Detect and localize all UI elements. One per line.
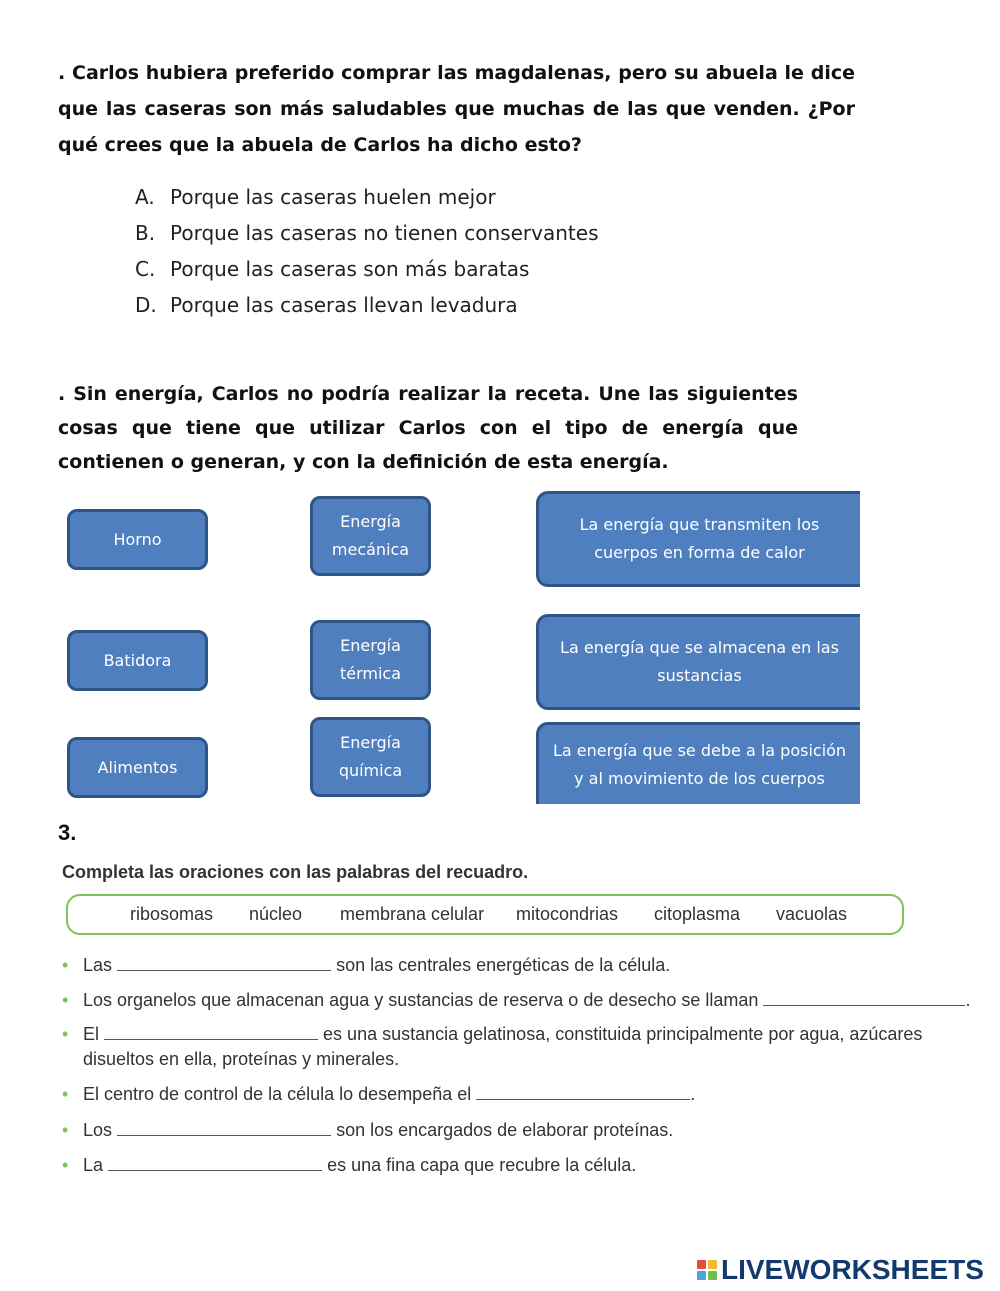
word-citoplasma: citoplasma <box>654 904 741 924</box>
blank-4[interactable] <box>476 1081 690 1100</box>
option-d[interactable]: D. Porque las caseras llevan levadura <box>135 293 518 317</box>
item-box-horno[interactable]: Horno <box>67 509 208 570</box>
bullet: • <box>62 1120 69 1140</box>
blank-5[interactable] <box>117 1117 331 1136</box>
blank-3[interactable] <box>104 1021 318 1040</box>
blank-1[interactable] <box>117 952 331 971</box>
word-membrana-celular: membrana celular <box>340 904 485 924</box>
energy-box-quimica[interactable]: Energía química <box>310 717 431 797</box>
item-box-alimentos[interactable]: Alimentos <box>67 737 208 798</box>
logo-text: LIVEWORKSHEETS <box>721 1254 984 1285</box>
bullet: • <box>62 955 69 975</box>
item-box-batidora[interactable]: Batidora <box>67 630 208 691</box>
bullet: • <box>62 1084 69 1104</box>
option-c[interactable]: C. Porque las caseras son más baratas <box>135 257 530 281</box>
bullet: • <box>62 1024 69 1044</box>
liveworksheets-logo <box>697 1255 984 1285</box>
blank-6[interactable] <box>108 1152 322 1171</box>
section-3-number: 3. <box>58 820 77 845</box>
logo-square <box>697 1271 706 1280</box>
logo-square <box>697 1260 706 1269</box>
word-ribosomas: ribosomas <box>130 904 214 924</box>
section-3-instruction: Completa las oraciones con las palabras del recuadro. <box>62 862 529 882</box>
bullet: • <box>62 990 69 1010</box>
definition-box-calor[interactable]: La energía que transmiten los cuerpos en forma de calor <box>536 491 860 587</box>
question-1-text: . Carlos hubiera preferido comprar las magdalenas, pero su abuela le dice que las caseras son más saludables que muchas de las que venden. ¿Por qué crees que la abuela de Carlos ha dicho esto? <box>58 62 855 156</box>
logo-mark-icon <box>697 1260 717 1280</box>
energy-box-mecanica[interactable]: Energía mecánica <box>310 496 431 576</box>
definition-box-posicion[interactable]: La energía que se debe a la posición y al movimiento de los cuerpos <box>536 722 860 804</box>
sentence-1: • Las son las centrales energéticas de la célula. <box>62 952 670 978</box>
question-2-text: . Sin energía, Carlos no podría realizar la receta. Une las siguientes cosas que tiene que utilizar Carlos con el tipo de energía que contienen o generan, y con la definición de esta energía. <box>58 383 798 473</box>
sentence-2: • Los organelos que almacenan agua y sustancias de reserva o de desecho se llaman . <box>62 987 970 1013</box>
blank-2[interactable] <box>763 987 965 1006</box>
word-vacuolas: vacuolas <box>776 904 848 924</box>
logo-square <box>708 1260 717 1269</box>
word-mitocondrias: mitocondrias <box>516 904 619 924</box>
word-bank <box>66 894 904 935</box>
sentence-4: • El centro de control de la célula lo desempeña el . <box>62 1081 695 1107</box>
sentence-5: • Los son los encargados de elaborar proteínas. <box>62 1117 673 1143</box>
question-1-options <box>135 179 599 323</box>
option-a[interactable]: A. Porque las caseras huelen mejor <box>135 185 496 209</box>
energy-box-termica[interactable]: Energía térmica <box>310 620 431 700</box>
definition-box-sustancias[interactable]: La energía que se almacena en las sustancias <box>536 614 860 710</box>
option-b[interactable]: B. Porque las caseras no tienen conservantes <box>135 221 599 245</box>
sentence-6: • La es una fina capa que recubre la célula. <box>62 1152 636 1178</box>
bullet: • <box>62 1155 69 1175</box>
sentence-3: • El es una sustancia gelatinosa, constituida principalmente por agua, azúcares disueltos en ella, proteínas y minerales. <box>62 1021 922 1072</box>
logo-square <box>708 1271 717 1280</box>
word-nucleo: núcleo <box>249 904 303 924</box>
